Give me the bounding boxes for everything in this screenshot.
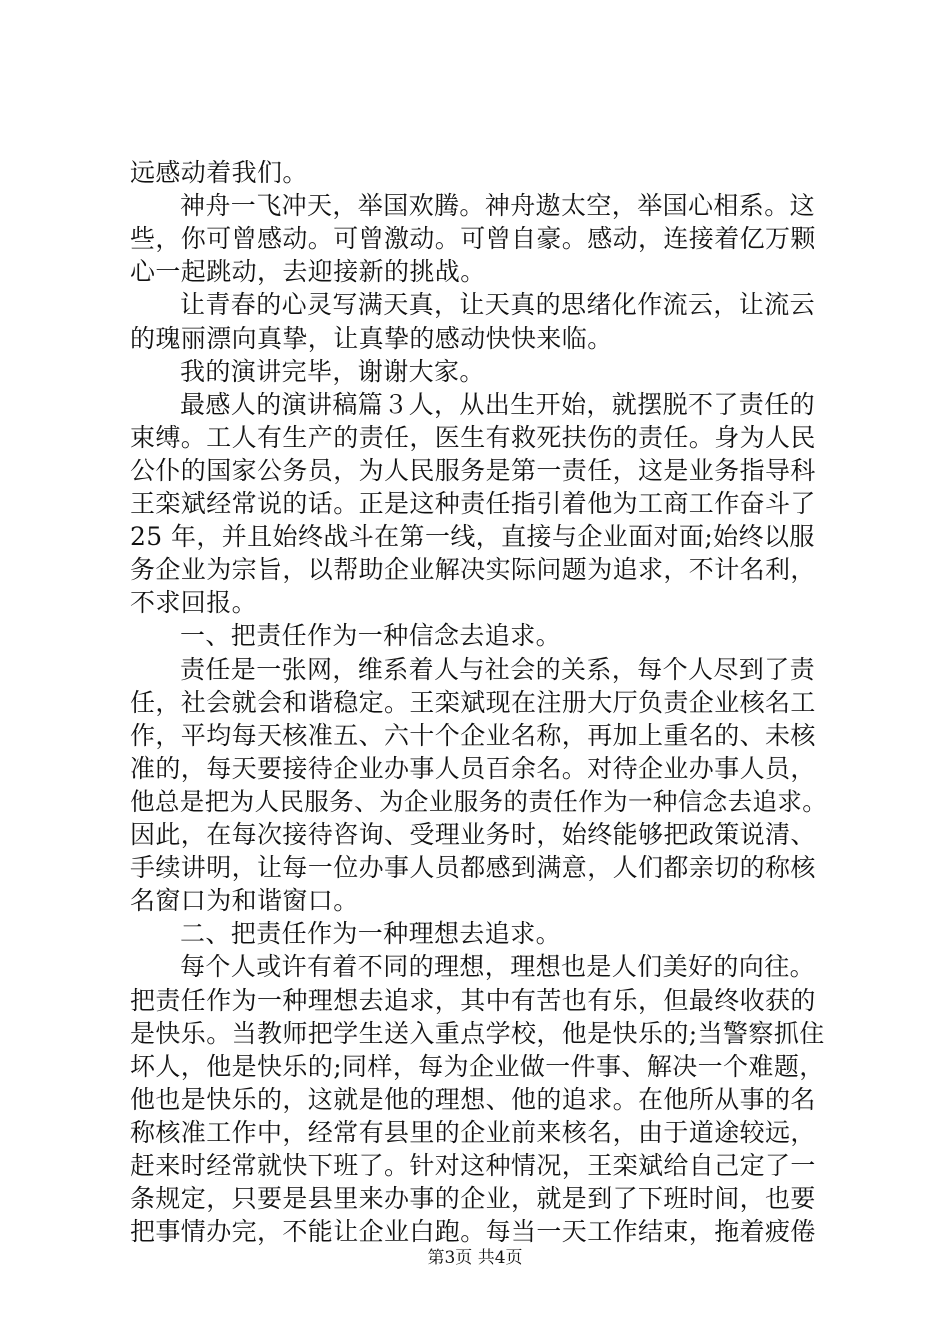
text-line: 坏人，他是快乐的;同样，每为企业做一件事、解决一个难题， bbox=[130, 1051, 825, 1081]
text-line: 手续讲明，让每一位办事人员都感到满意，人们都亲切的称核 bbox=[130, 853, 816, 883]
text-line: 任，社会就会和谐稳定。王栾斌现在注册大厅负责企业核名工 bbox=[130, 687, 816, 717]
text-line: 他也是快乐的，这就是他的理想、他的追求。在他所从事的名 bbox=[130, 1084, 816, 1114]
page-footer: 第3页 共4页 bbox=[427, 1248, 523, 1268]
text-line: 条规定，只要是县里来办事的企业，就是到了下班时间，也要 bbox=[130, 1184, 816, 1214]
text-line: 最感人的演讲稿篇３人，从出生开始，就摆脱不了责任的 bbox=[180, 389, 816, 419]
text-line: 些，你可曾感动。可曾激动。可曾自豪。感动，连接着亿万颗 bbox=[130, 224, 816, 254]
text-line: 束缚。工人有生产的责任，医生有救死扶伤的责任。身为人民 bbox=[130, 422, 816, 452]
text-line: 心一起跳动，去迎接新的挑战。 bbox=[130, 257, 486, 287]
text-line: 让青春的心灵写满天真，让天真的思绪化作流云，让流云 bbox=[180, 290, 816, 320]
text-line: 二、把责任作为一种理想去追求。 bbox=[180, 919, 562, 949]
text-line: 他总是把为人民服务、为企业服务的责任作为一种信念去追求。 bbox=[130, 786, 828, 816]
text-line: 务企业为宗旨，以帮助企业解决实际问题为追求，不计名利， bbox=[130, 555, 816, 585]
text-line: 王栾斌经常说的话。正是这种责任指引着他为工商工作奋斗了 bbox=[130, 489, 816, 518]
text-line: 赶来时经常就快下班了。针对这种情况，王栾斌给自己定了一 bbox=[130, 1151, 816, 1180]
text-line: 把责任作为一种理想去追求，其中有苦也有乐，但最终收获的 bbox=[130, 985, 816, 1015]
text-line: 神舟一飞冲天，举国欢腾。神舟遨太空，举国心相系。这 bbox=[180, 191, 816, 221]
text-line: 公仆的国家公务员，为人民服务是第一责任，这是业务指导科 bbox=[130, 455, 816, 485]
text-line: 远感动着我们。 bbox=[130, 158, 308, 187]
text-line: 把事情办完，不能让企业白跑。每当一天工作结束，拖着疲倦 bbox=[130, 1217, 816, 1247]
text-line: 的瑰丽漂向真挚，让真挚的感动快快来临。 bbox=[130, 323, 613, 353]
text-line: 一、把责任作为一种信念去追求。 bbox=[180, 621, 562, 651]
text-line: 不求回报。 bbox=[130, 588, 258, 618]
text-line: 名窗口为和谐窗口。 bbox=[130, 886, 359, 916]
text-line: 每个人或许有着不同的理想，理想也是人们美好的向往。 bbox=[180, 952, 816, 982]
text-line: 我的演讲完毕，谢谢大家。 bbox=[180, 356, 485, 386]
text-line: 25 年，并且始终战斗在第一线，直接与企业面对面;始终以服 bbox=[130, 522, 815, 552]
text-line: 是快乐。当教师把学生送入重点学校，他是快乐的;当警察抓住 bbox=[130, 1018, 825, 1048]
text-line: 称核准工作中，经常有县里的企业前来核名，由于道途较远， bbox=[130, 1117, 816, 1147]
text-line: 责任是一张网，维系着人与社会的关系，每个人尽到了责 bbox=[180, 654, 816, 684]
text-line: 因此，在每次接待咨询、受理业务时，始终能够把政策说清、 bbox=[130, 820, 816, 849]
text-line: 作，平均每天核准五、六十个企业名称，再加上重名的、未核 bbox=[130, 720, 816, 750]
text-line: 准的，每天要接待企业办事人员百余名。对待企业办事人员， bbox=[130, 753, 816, 783]
